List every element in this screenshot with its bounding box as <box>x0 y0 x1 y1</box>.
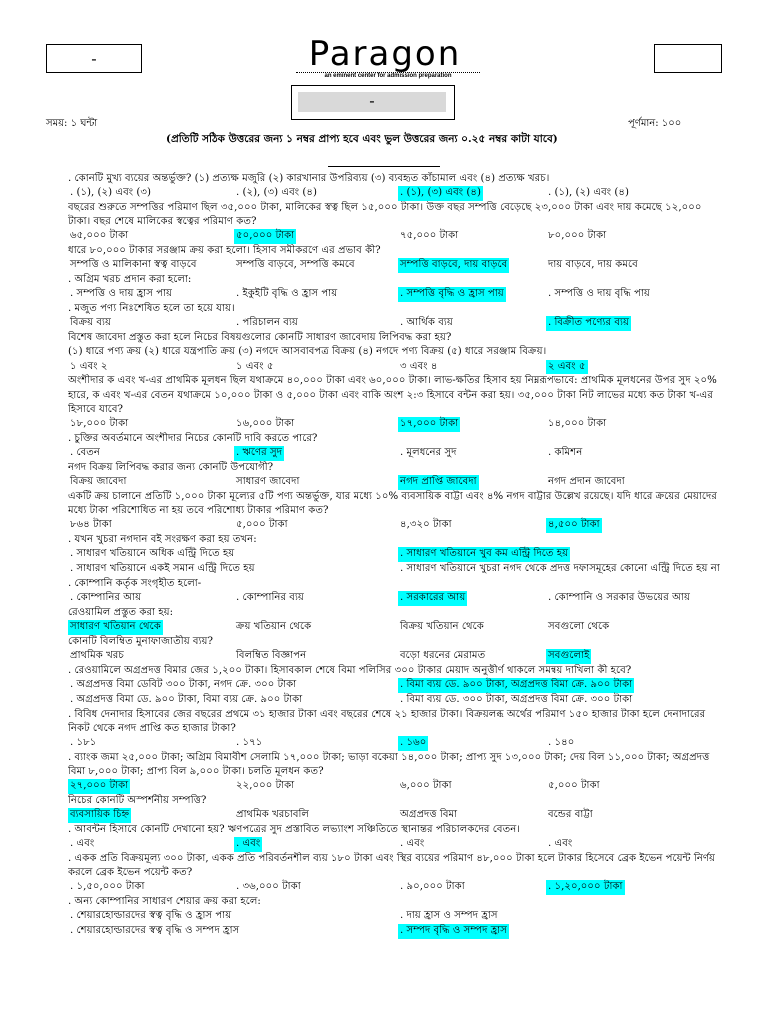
correct-answer-option: . সরকারের আয় <box>398 591 467 606</box>
answer-option: . বিমা ব্যয় ডে. ৩০০ টাকা, অগ্রপ্রদত্ত বিমা ক্রে. ৩০০ টাকা <box>400 693 633 705</box>
question-item <box>68 244 724 273</box>
answer-option: . কোম্পানির ব্যয় <box>236 592 304 604</box>
options-row <box>68 316 724 331</box>
correct-answer-option: . সম্পত্তি বৃদ্ধি ও হ্রাস পায় <box>398 287 506 302</box>
correct-answer-option: . বিক্রীত পণ্যের ব্যয় <box>546 316 631 331</box>
answer-option: বিক্রয় জাবেদা <box>70 476 127 488</box>
answer-option: ৮০,০০০ টাকা <box>548 230 607 242</box>
answer-option: ক্রয় খতিয়ান থেকে <box>236 621 312 633</box>
question-text: . যখন খুচরা নগদান বই সংরক্ষণ করা হয় তখন: <box>68 534 257 546</box>
answer-option: ১ এবং ৫ <box>236 360 274 372</box>
options-row <box>68 736 724 751</box>
question-text: . অন্য কোম্পানির সাধারণ শেয়ার ক্রয় করা হলে: <box>68 896 261 908</box>
question-text: . মজুত পণ্য নিঃশেষিত হলে তা হয়ে যায়। <box>68 303 235 315</box>
options-row <box>68 547 724 562</box>
answer-option: . অগ্রপ্রদত্ত বিমা ডেবিট ৩০০ টাকা, নগদ ক্রে. ৩০০ টাকা <box>70 679 297 691</box>
options-row <box>68 808 724 823</box>
answer-option: . সম্পত্তি ও দায় বৃদ্ধি পায় <box>548 288 650 300</box>
answer-option: . এবং <box>70 838 95 850</box>
question-text: . কোম্পানি কর্তৃক সংগৃহীত হলো- <box>68 577 202 589</box>
time-label: সময়: ১ ঘন্টা <box>46 118 98 129</box>
answer-option: ৫,০০০ টাকা <box>236 519 288 531</box>
question-item <box>68 852 724 895</box>
divider-line <box>328 166 440 167</box>
options-row <box>68 909 724 924</box>
answer-option: . সাধারণ খতিয়ানে অধিক এন্ট্রি দিতে হয় <box>70 548 235 560</box>
correct-answer-option: . ১৬০ <box>398 736 428 751</box>
correct-answer-option: . (১), (৩) এবং (৪) <box>398 186 483 201</box>
answer-option: ৩ এবং ৪ <box>400 360 438 372</box>
question-item <box>68 823 724 852</box>
question-item <box>68 895 724 939</box>
answer-option: ১ এবং ২ <box>70 360 108 372</box>
correct-answer-option: ২৭,০০০ টাকা <box>68 779 130 794</box>
answer-option: ৬৫,০০০ টাকা <box>70 230 129 242</box>
question-item <box>68 345 724 374</box>
correct-answer-option: . বিমা ব্যয় ডে. ৯০০ টাকা, অগ্রপ্রদত্ত বিমা ক্রে. ৯০০ টাকা <box>398 678 634 693</box>
options-row <box>68 620 724 635</box>
answer-option: . (১), (২) এবং (৩) <box>70 187 151 199</box>
answer-option: . ১,৫০,০০০ টাকা <box>70 881 145 893</box>
answer-option: ৭৫,০০০ টাকা <box>400 230 459 242</box>
options-row <box>68 475 724 490</box>
paragon-logo <box>290 36 480 79</box>
answer-option: . পরিচালন ব্যয় <box>236 317 298 329</box>
correct-answer-option: সম্পত্তি বাড়বে, দায় বাড়বে <box>398 258 509 273</box>
answer-option: . (১), (২) এবং (৪) <box>548 187 629 199</box>
correct-answer-option: ২ এবং ৫ <box>546 360 588 375</box>
question-text: (১) ধারে পণ্য ক্রয় (২) ধারে যন্ত্রপাতি ক্রয় (৩) নগদে আসবাবপত্র বিক্রয় (৪) নগদে পণ্য বিক্রয় (৫) ধারে সরঞ্জাম বিক্রয়। <box>68 346 547 358</box>
answer-option: ১৪,০০০ টাকা <box>548 418 607 430</box>
question-item <box>68 461 724 490</box>
question-text: বিশেষ জাবেদা প্রস্তুত করা হলে নিচের বিষয়গুলোর কোনটি সাধারণ জাবেদায় লিপিবদ্ধ করা হয়? <box>68 332 452 344</box>
question-item <box>68 577 724 606</box>
answer-option: ৫,০০০ টাকা <box>548 780 600 792</box>
answer-option: প্রাথমিক খরচাবলি <box>236 809 310 821</box>
answer-option: অগ্রপ্রদত্ত বিমা <box>400 809 458 821</box>
question-item <box>68 606 724 635</box>
center-label: - <box>298 92 446 112</box>
question-item <box>68 751 724 794</box>
options-row <box>68 779 724 794</box>
full-marks-label: পূর্ণমান: ১০০ <box>628 118 682 129</box>
options-row <box>68 562 724 577</box>
correct-answer-option: ১৭,০০০ টাকা <box>398 417 460 432</box>
right-header-box <box>654 44 722 73</box>
question-item <box>68 172 724 201</box>
question-text: . কোনটি মুখ্য ব্যয়ের অন্তর্ভুক্ত? (১) প্রত্যক্ষ মজুরি (২) কারখানার উপরিব্যয় (৩) ব্যবহৃত কাঁচামাল এবং (৪) প্রত্যক্ষ খরচ। <box>68 173 550 184</box>
answer-option: সম্পত্তি ও মালিকানা স্বত্ব বাড়বে <box>70 259 197 271</box>
answer-option: . এবং <box>400 838 425 850</box>
question-text: . একক প্রতি বিক্রয়মূল্য ৩০০ টাকা, একক প্রতি পরিবর্তনশীল ব্যয় ১৮০ টাকা এবং স্থির ব্যয়ের পরিমাণ ৪৮,০০০ টাকা হলে টাকার হিসেবে ব্রেক ইভেন পয়েন্ট নির্ণয় করলে ব্রেক ইভেন পয়েন্ট কত? <box>68 853 716 879</box>
answer-option: ১৮,০০০ টাকা <box>70 418 129 430</box>
answer-option: প্রাথমিক খরচ <box>70 650 124 662</box>
answer-option: বিক্রয় ব্যয় <box>70 317 111 329</box>
answer-option: . দায় হ্রাস ও সম্পদ হ্রাস <box>400 910 498 922</box>
question-item <box>68 201 724 244</box>
correct-answer-option: . সম্পদ বৃদ্ধি ও সম্পদ হ্রাস <box>398 924 509 939</box>
question-item <box>68 273 724 302</box>
answer-option: . সাধারণ খতিয়ানে খুচরা নগদ থেকে প্রদত্ত দফাসমূহের কোনো এন্ট্রি দিতে হয় না <box>400 563 720 575</box>
question-item <box>68 533 724 577</box>
answer-option: . শেয়ারহোল্ডারদের স্বত্ব বৃদ্ধি ও হ্রাস পায় <box>70 910 232 922</box>
logo-tagline: an eminent center for admission preparation <box>296 72 480 79</box>
answer-option: নগদ প্রদান জাবেদা <box>548 476 625 488</box>
answer-option: . বেতন <box>70 447 101 459</box>
question-item <box>68 708 724 751</box>
answer-option: . কোম্পানি ও সরকার উভয়ের আয় <box>548 592 691 604</box>
correct-answer-option: . সাধারণ খতিয়ানে খুব কম এন্ট্রি দিতে হয় <box>398 547 570 562</box>
answer-option: ৬,০০০ টাকা <box>400 780 452 792</box>
question-text: বছরের শুরুতে সম্পত্তির পরিমাণ ছিল ৩৫,০০০ টাকা, মালিকের স্বত্ব ছিল ১৫,০০০ টাকা। উক্ত বছর সম্পত্তি বেড়েছে ২৩,০০০ টাকা এবং দায় কমেছে ১২,০০০ টাকা। বছর শেষে মালিকের স্বত্বের পরিমাণ কত? <box>68 202 702 228</box>
question-item <box>68 432 724 461</box>
correct-answer-option: ৪,৫০০ টাকা <box>546 518 602 533</box>
correct-answer-option: ৫০,০০০ টাকা <box>234 229 296 244</box>
question-item <box>68 664 724 708</box>
correct-answer-option: সাধারণ খতিয়ান থেকে <box>68 620 163 635</box>
left-header-box: - <box>46 44 142 73</box>
answer-option: দায় বাড়বে, দায় কমবে <box>548 259 638 271</box>
options-row <box>68 360 724 375</box>
answer-option: বন্ডের বাট্টা <box>548 809 593 821</box>
question-item <box>68 490 724 533</box>
options-row <box>68 693 724 708</box>
answer-option: . এবং <box>548 838 573 850</box>
answer-option: ১৬,০০০ টাকা <box>236 418 295 430</box>
correct-answer-option: ব্যবসায়িক চিহ্ন <box>68 808 131 823</box>
correct-answer-option: সবগুলোই <box>546 649 591 664</box>
correct-answer-option: . এবং <box>234 837 262 852</box>
question-item <box>68 302 724 331</box>
answer-option: . সম্পত্তি ও দায় হ্রাস পায় <box>70 288 173 300</box>
correct-answer-option: . ১,২০,০০০ টাকা <box>546 880 625 895</box>
answer-option: . (২), (৩) এবং (৪) <box>236 187 317 199</box>
question-text: একটি ক্রয় চালানে প্রতিটি ১,০০০ টাকা মূল্যের ৫টি পণ্য অন্তর্ভুক্ত, যার মধ্যে ১০% ব্যবসায়িক বাট্টা এবং ৪% নগদ বাট্টার উল্লেখ রয়েছে। যদি ধারে ক্রয়ের মেয়াদের মধ্যে টাকা পরিশোধিত না হয় তবে পরিশোধ্য টাকার পরিমাণ কত? <box>68 490 717 517</box>
question-text: নিচের কোনটি অস্পর্শনীয় সম্পত্তি? <box>68 795 207 807</box>
question-text: ধারে ৮০,০০০ টাকার সরঞ্জাম ক্রয় করা হলো। হিসাব সমীকরণে এর প্রভাব কী? <box>68 245 381 257</box>
answer-option: . অগ্রপ্রদত্ত বিমা ডে. ৯০০ টাকা, বিমা ব্যয় ক্রে. ৯০০ টাকা <box>70 693 303 705</box>
options-row <box>68 649 724 664</box>
answer-option: সাধারণ জাবেদা <box>236 476 300 488</box>
answer-option: . সাধারণ খতিয়ানে একই সমান এন্ট্রি দিতে হয় <box>70 563 255 575</box>
answer-option: . ১৭১ <box>236 737 263 749</box>
question-text: . আবন্টন হিসাবে কোনটি দেখানো হয়? ঋণপত্রের সুদ প্রস্তাবিত লভ্যাংশ সঞ্চিতিতে স্থানান্তর পরিচালকদের বেতন। <box>68 824 520 836</box>
question-text: . রেওয়ামিলে অগ্রপ্রদত্ত বিমার জের ১,২০০ টাকা। হিসাবকাল শেষে বিমা পলিসির ৩০০ টাকার মেয়াদ অনুত্তীর্ণ থাকলে সমন্বয় দাখিলা কী হবে? <box>68 664 632 676</box>
answer-option: . ৯০,০০০ টাকা <box>400 881 465 893</box>
answer-option: . কমিশন <box>548 447 583 459</box>
answer-option: সবগুলো থেকে <box>548 621 610 633</box>
correct-answer-option: . ঋণের সুদ <box>234 446 284 461</box>
options-row <box>68 417 724 432</box>
question-item <box>68 331 724 345</box>
question-text: অংশীদার ক এবং খ-এর প্রাথমিক মূলধন ছিল যথাক্রমে ৪০,০০০ টাকা এবং ৬০,০০০ টাকা। লাভ-ক্ষতির হিসাব হয় নিম্নরূপভাবে: প্রাথমিক মূলধনের উপর সুদ ২০% হারে, ক এবং খ-এর বেতন যথাক্রমে ১০,০০০ টাকা ও ৫,০০০ টাকা এবং বাকি অংশ ২:৩ হিসাবে বন্টন করা হয়। ৩৫,০০০ টাকা নিট লাভের মধ্যে কত টাকা খ-এর হিসাবে যাবে? <box>68 375 717 415</box>
question-text: . অগ্রিম খরচ প্রদান করা হলো: <box>68 274 192 286</box>
question-text: . চুক্তির অবর্তমানে অংশীদার নিচের কোনটি দাবি করতে পারে? <box>68 432 318 444</box>
options-row <box>68 446 724 461</box>
answer-option: . ১৪০ <box>548 737 575 749</box>
options-row <box>68 880 724 895</box>
options-row <box>68 229 724 244</box>
options-row <box>68 518 724 533</box>
question-list <box>68 172 724 939</box>
question-text: . ব্যাংক জমা ২৫,০০০ টাকা; অগ্রিম বিমাবীশ সেলামি ১৭,০০০ টাকা; ভাড়া বকেয়া ১৪,০০০ টাকা; প্রাপ্য সুদ ১৩,০০০ টাকা; দেয় বিল ১১,০০০ টাকা; অগ্রপ্রদত্ত বিমা ৮,০০০ টাকা; প্রাপ্য বিল ৯,০০০ টাকা। চলতি মূলধন কত? <box>68 751 710 778</box>
options-row <box>68 287 724 302</box>
instructions: (প্রতিটি সঠিক উত্তরের জন্য ১ নম্বর প্রাপ্য হবে এবং ভুল উত্তরের জন্য ০.২৫ নম্বর কাটা যাবে) <box>166 133 558 145</box>
options-row <box>68 258 724 273</box>
options-row <box>68 186 724 201</box>
correct-answer-option: নগদ প্রাপ্তি জাবেদা <box>398 475 479 490</box>
answer-option: বিলম্বিত বিজ্ঞাপন <box>236 650 307 662</box>
answer-option: . ইকুইটি বৃদ্ধি ও হ্রাস পায় <box>236 288 338 300</box>
question-item <box>68 635 724 664</box>
question-item <box>68 374 724 431</box>
answer-option: . ৩৬,০০০ টাকা <box>236 881 301 893</box>
answer-option: ৮৬৪ টাকা <box>70 519 112 531</box>
answer-option: ২২,০০০ টাকা <box>236 780 295 792</box>
options-row <box>68 924 724 939</box>
answer-option: . ১৮১ <box>70 737 97 749</box>
question-text: কোনটি বিলম্বিত মুনাফাজাতীয় ব্যয়? <box>68 635 214 647</box>
question-item <box>68 794 724 823</box>
answer-option: . কোম্পানির আয় <box>70 592 142 604</box>
question-text: . বিবিধ দেনাদার হিসাবের জের বছরের প্রথমে ৩১ হাজার টাকা এবং বছরের শেষে ২১ হাজার টাকা। বিক্রয়লব্ধ অর্থের পরিমাণ ১৫০ হাজার টাকা হলে দেনাদারের নিকট থেকে নগদ প্রাপ্তি কত হাজার টাকা? <box>68 708 706 734</box>
logo-name: Paragon <box>308 34 462 74</box>
options-row <box>68 591 724 606</box>
answer-option: বড়ো ধরনের মেরামত <box>400 650 486 662</box>
question-text: নগদ বিক্রয় লিপিবদ্ধ করার জন্য কোনটি উপযোগী? <box>68 461 274 473</box>
answer-option: . শেয়ারহোল্ডারদের স্বত্ব বৃদ্ধি ও সম্পদ হ্রাস <box>70 925 240 937</box>
options-row <box>68 837 724 852</box>
answer-option: . আর্থিক ব্যয় <box>400 317 453 329</box>
question-text: রেওয়ামিল প্রস্তুত করা হয়: <box>68 606 174 618</box>
answer-option: সম্পত্তি বাড়বে, সম্পত্তি কমবে <box>236 259 355 271</box>
answer-option: বিক্রয় খতিয়ান থেকে <box>400 621 484 633</box>
answer-option: ৪,৩২০ টাকা <box>400 519 452 531</box>
answer-option: . মূলধনের সুদ <box>400 447 457 459</box>
options-row <box>68 678 724 693</box>
